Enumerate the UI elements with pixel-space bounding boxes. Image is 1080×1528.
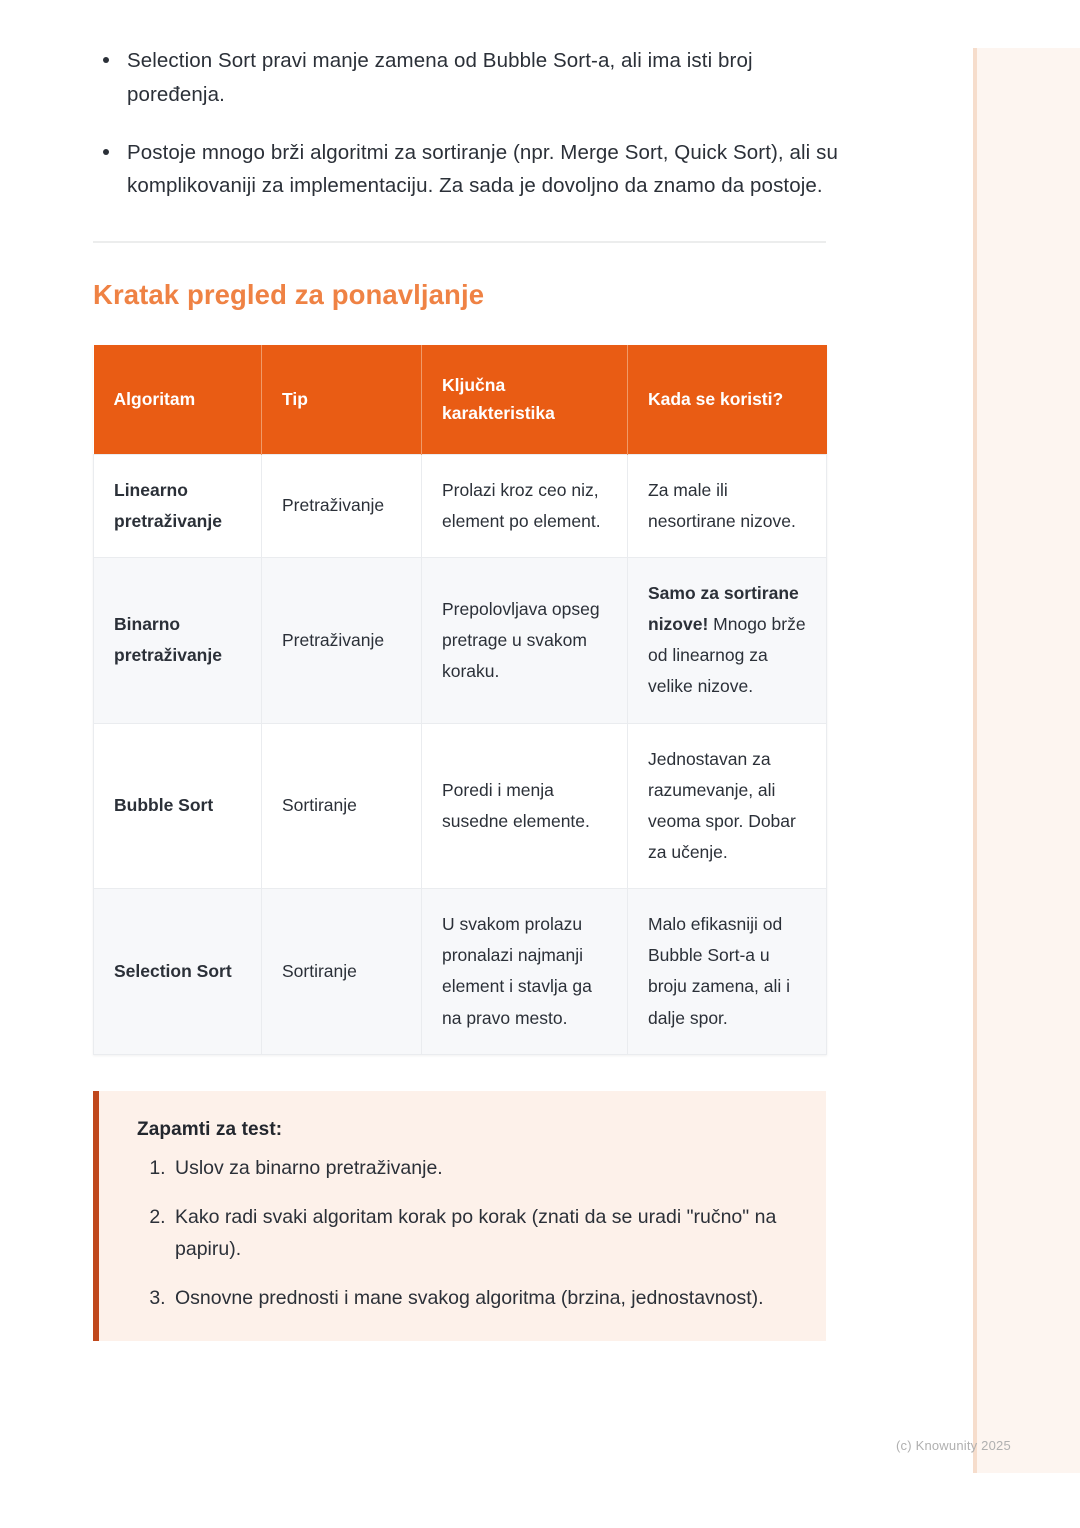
cell-algoritam: Bubble Sort [94,723,262,889]
column-header-tip: Tip [262,345,422,454]
cell-koristi-text: Za male ili nesortirane nizove. [648,479,796,531]
table-header [94,345,827,454]
exam-reminder-callout [93,1091,826,1341]
cell-karakteristika: Prolazi kroz ceo niz, element po element. [422,454,628,557]
callout-ordered-list [137,1153,796,1315]
list-item: 2. Kako radi svaki algoritam korak po korak (znati da se uradi "ručno" na papiru). [171,1202,796,1265]
cell-koristi-text: Mnogo brže od linearnog za velike nizove. [648,614,806,697]
summary-table-container [93,345,826,1054]
cell-koristi-emphasis: Samo za sortirane nizove! [648,583,799,635]
page-title: Kratak pregled za ponavljanje [93,279,485,311]
callout-title: Zapamti za test: [137,1118,283,1140]
column-header-algoritam: Algoritam [94,345,262,454]
column-header-karakteristika: Ključna karakteristika [422,345,628,454]
cell-koristi [628,558,827,724]
cell-karakteristika: Poredi i menja susedne elemente. [422,723,628,889]
section-divider [93,241,826,243]
table-row [94,454,827,557]
cell-tip: Sortiranje [262,723,422,889]
cell-tip: Pretraživanje [262,454,422,557]
intro-bullet-list [93,44,840,203]
cell-koristi [628,454,827,557]
table-row [94,723,827,889]
cell-algoritam: Selection Sort [94,889,262,1055]
cell-algoritam: Binarno pretraživanje [94,558,262,724]
list-item: 1. Uslov za binarno pretraživanje. [171,1153,796,1185]
right-side-panel [973,48,1080,1473]
watermark: (c) Knowunity 2025 [896,1438,1011,1453]
table-row [94,889,827,1055]
cell-tip: Pretraživanje [262,558,422,724]
right-side-panel-rule [973,48,977,1473]
cell-karakteristika: U svakom prolazu pronalazi najmanji element i stavlja ga na pravo mesto. [422,889,628,1055]
list-item: 3. Osnovne prednosti i mane svakog algoritma (brzina, jednostavnost). [171,1283,796,1315]
column-header-koristi: Kada se koristi? [628,345,827,454]
cell-tip: Sortiranje [262,889,422,1055]
cell-koristi [628,889,827,1055]
table-header-row [94,345,827,454]
cell-koristi-text: Jednostavan za razumevanje, ali veoma spor. Dobar za učenje. [648,748,796,863]
cell-algoritam: Linearno pretraživanje [94,454,262,557]
cell-koristi [628,723,827,889]
cell-karakteristika: Prepolovljava opseg pretrage u svakom koraku. [422,558,628,724]
list-item: Selection Sort pravi manje zamena od Bubble Sort-a, ali ima isti broj poređenja. [93,44,840,112]
table-row [94,558,827,724]
table-body [94,454,827,1054]
algorithm-summary-table [93,345,827,1054]
list-item: Postoje mnogo brži algoritmi za sortiranje (npr. Merge Sort, Quick Sort), ali su komplikovaniji za implementaciju. Za sada je dovoljno da znamo da postoje. [93,136,840,204]
cell-koristi-text: Malo efikasniji od Bubble Sort-a u broju zamena, ali i dalje spor. [648,914,791,1028]
